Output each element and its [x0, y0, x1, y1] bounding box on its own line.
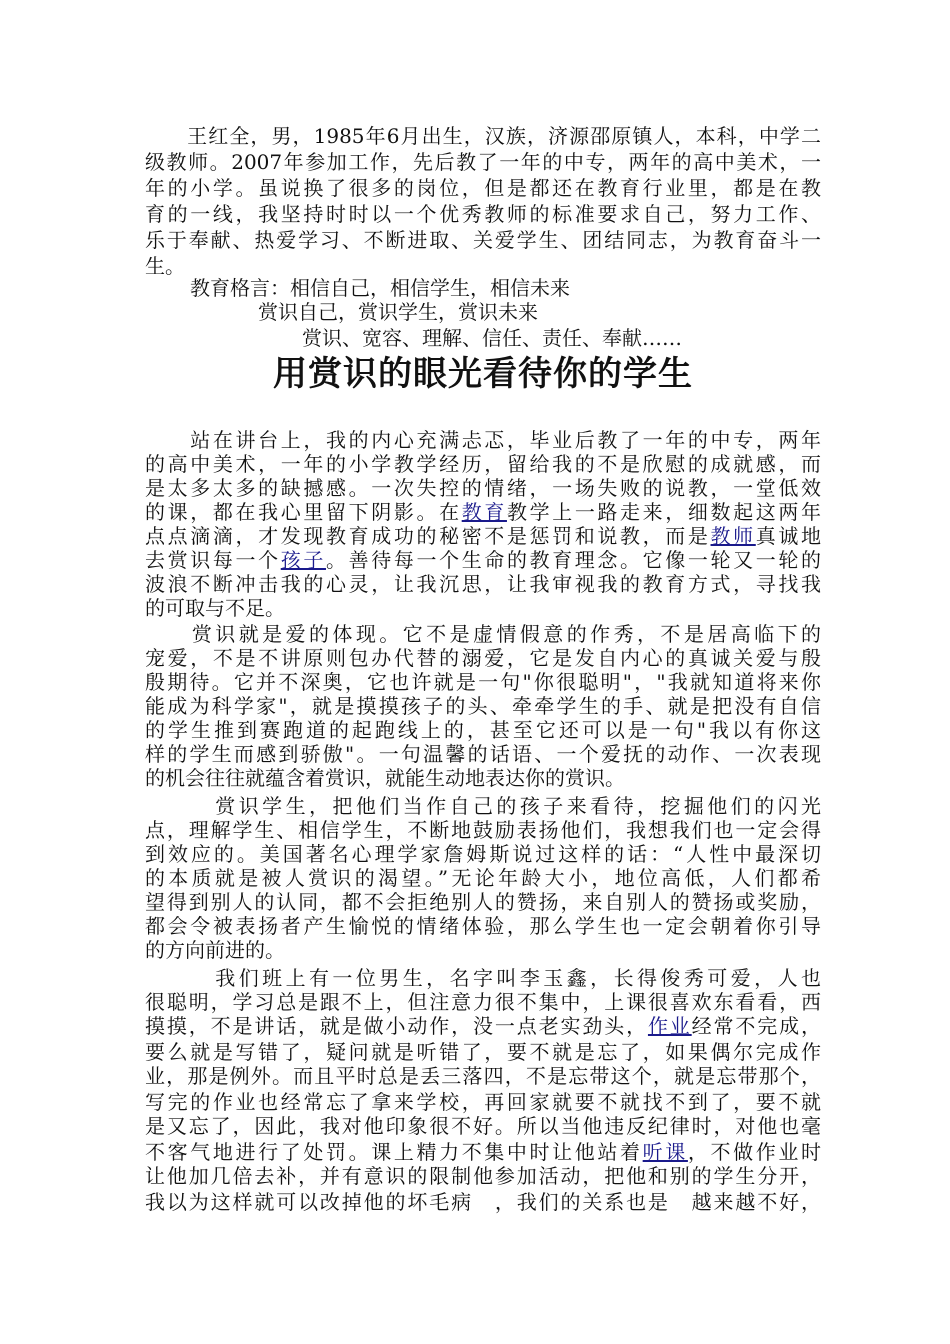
p4-line: 我们班上有一位男生，名字叫李玉鑫，长得俊秀可爱，人也	[145, 966, 821, 990]
p4-line: 业，那是例外。而且平时总是丢三落四，不是忘带这个，就是忘带那个，	[145, 1064, 821, 1088]
p4-line: 写完的作业也经常忘了拿来学校，再回家就要不就找不到了，要不就	[145, 1090, 821, 1114]
p3-line: 的方向前进的。	[145, 938, 285, 962]
text-span: 经常不完成，	[691, 1014, 822, 1038]
p1-line	[145, 548, 821, 572]
p1-line: 波浪不断冲击我的心灵，让我沉思，让我审视我的教育方式，寻找我	[145, 572, 821, 596]
link-education[interactable]: 教育	[461, 500, 507, 524]
article-title: 用赏识的眼光看待你的学生	[273, 354, 693, 394]
motto-line: 赏识、宽容、理解、信任、责任、奉献……	[302, 326, 682, 350]
p4-line	[145, 1140, 821, 1164]
text-span: 。善待每一个生命的教育理念。它像一轮又一轮的	[325, 548, 822, 572]
text-span: ，不做作业时	[687, 1140, 822, 1164]
p4-line: 很聪明，学习总是跟不上，但注意力很不集中，上课很喜欢东看看，西	[145, 990, 821, 1014]
p4-line: 让他加几倍去补，并有意识的限制他参加活动，把他和别的学生分开，	[145, 1164, 821, 1188]
intro-line: 年的小学。虽说换了很多的岗位，但是都还在教育行业里，都是在教	[145, 176, 821, 200]
p1-line: 站在讲台上，我的内心充满忐忑，毕业后教了一年的中专，两年	[145, 428, 821, 452]
p1-line: 的高中美术，一年的小学教学经历，留给我的不是欣慰的成就感，而	[145, 452, 821, 476]
p1-line	[145, 524, 821, 548]
p2-line: 赏识就是爱的体现。它不是虚情假意的作秀，不是居高临下的	[145, 622, 821, 646]
intro-line: 育的一线，我坚持时时以一个优秀教师的标准要求自己，努力工作、	[145, 202, 821, 226]
p3-line: 赏识学生，把他们当作自己的孩子来看待，挖掘他们的闪光	[145, 794, 821, 818]
motto-line: 教育格言：相信自己，相信学生，相信未来	[190, 276, 570, 300]
text-span: 摸摸，不是讲话，就是做小动作，没一点老实劲头，	[145, 1014, 648, 1038]
p3-line: 的本质就是被人赏识的渴望。”无论年龄大小，地位高低，人们都希	[145, 866, 821, 890]
text-span: 点点滴滴，才发现教育成功的秘密不是惩罚和说教，而是	[145, 524, 711, 548]
p2-line: 能成为科学家"，就是摸摸孩子的头、牵牵学生的手、就是把没有自信	[145, 694, 821, 718]
p2-line: 的机会往往就蕴含着赏识，就能生动地表达你的赏识。	[145, 766, 625, 790]
p2-line: 样的学生而感到骄傲"。一句温馨的话语、一个爱抚的动作、一次表现	[145, 742, 821, 766]
intro-line: 级教师。2007年参加工作，先后教了一年的中专，两年的高中美术，一	[145, 150, 821, 174]
p2-line: 宠爱，不是不讲原则包办代替的溺爱，它是发自内心的真诚关爱与殷	[145, 646, 821, 670]
text-span: 的课，都在我心里留下阴影。在	[145, 500, 462, 524]
p1-line: 是太多太多的缺撼感。一次失控的情绪，一场失败的说教，一堂低效	[145, 476, 821, 500]
p2-line: 的学生推到赛跑道的起跑线上的，甚至它还可以是一句"我以有你这	[145, 718, 821, 742]
p3-line: 到效应的。美国著名心理学家詹姆斯说过这样的话：“人性中最深切	[145, 842, 821, 866]
text-span: 去赏识每一个	[145, 548, 281, 572]
link-listen-class[interactable]: 听课	[642, 1140, 688, 1164]
p4-line: 我以为这样就可以改掉他的坏毛病 ，我们的关系也是 越来越不好，	[145, 1190, 821, 1214]
p1-line: 的可取与不足。	[145, 596, 285, 620]
link-teacher[interactable]: 教师	[710, 524, 756, 548]
p3-line: 都会令被表扬者产生愉悦的情绪体验，那么学生也一定会朝着你引导	[145, 914, 821, 938]
text-span: 不客气地进行了处罚。课上精力不集中时让他站着	[145, 1140, 643, 1164]
intro-line: 生。	[145, 254, 185, 278]
p2-line: 殷期待。它并不深奥，它也许就是一句"你很聪明"，"我就知道将来你	[145, 670, 821, 694]
p4-line: 是又忘了，因此，我对他印象很不好。所以当他违反纪律时，对他也毫	[145, 1114, 821, 1138]
text-span: 教学上一路走来，细数起这两年	[506, 500, 822, 524]
p4-line	[145, 1014, 821, 1038]
link-homework[interactable]: 作业	[647, 1014, 692, 1038]
p3-line: 望得到别人的认同，都不会拒绝别人的赞扬，来自别人的赞扬或奖励，	[145, 890, 821, 914]
p3-line: 点，理解学生、相信学生，不断地鼓励表扬他们，我想我们也一定会得	[145, 818, 821, 842]
link-child[interactable]: 孩子	[280, 548, 326, 572]
text-span: 真诚地	[755, 524, 822, 548]
intro-line: 王红全，男，1985年6月出生，汉族，济源邵原镇人，本科，中学二	[145, 124, 821, 148]
intro-line: 乐于奉献、热爱学习、不断进取、关爱学生、团结同志，为教育奋斗一	[145, 228, 821, 252]
p4-line: 要么就是写错了，疑问就是听错了，要不就是忘了，如果偶尔完成作	[145, 1040, 821, 1064]
motto-line: 赏识自己，赏识学生，赏识未来	[258, 300, 538, 324]
p1-line	[145, 500, 821, 524]
